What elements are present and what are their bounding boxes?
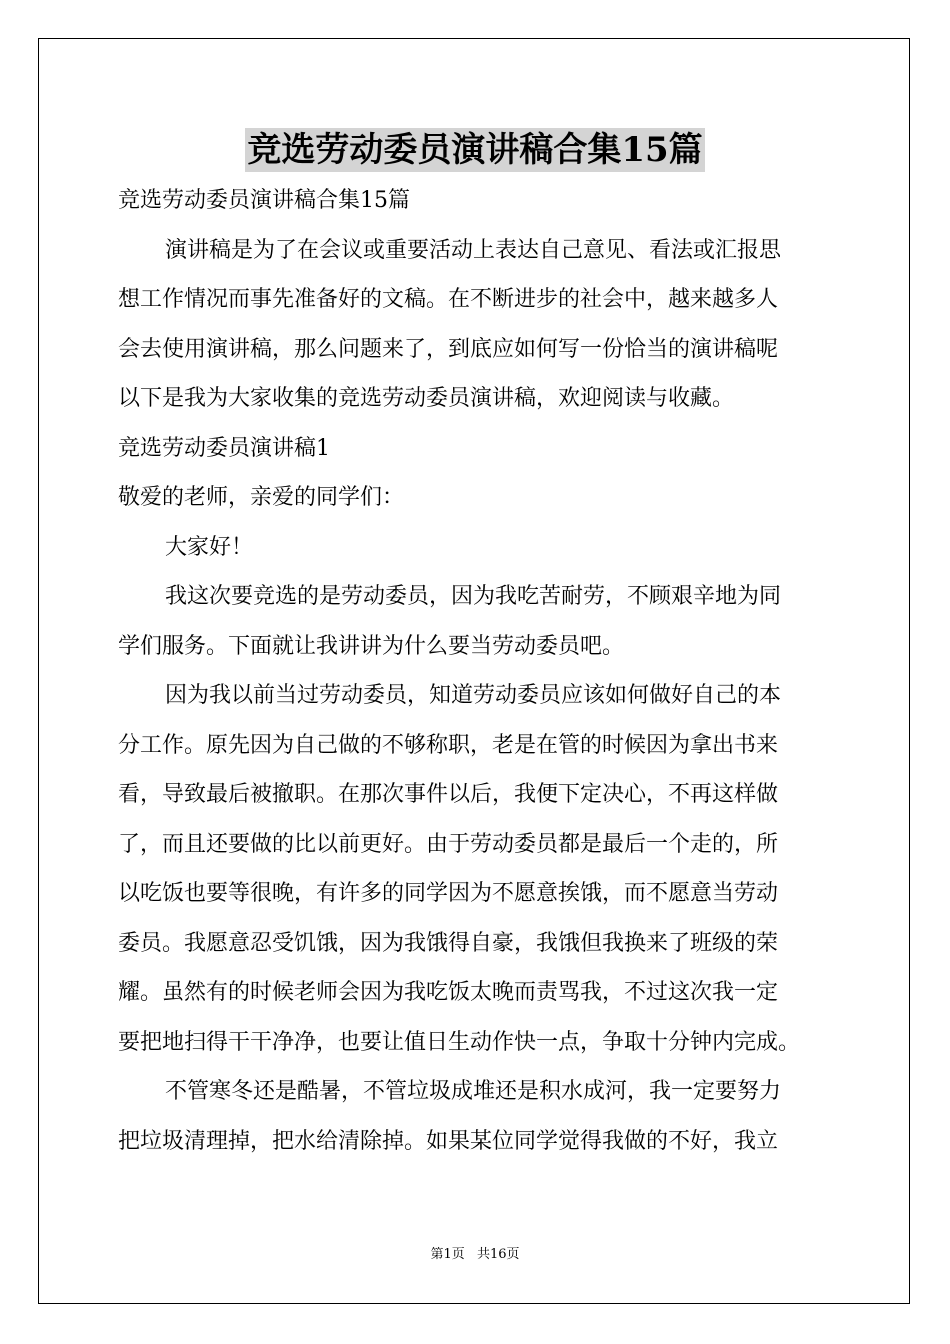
paragraph-line: 看，导致最后被撤职。在那次事件以后，我便下定决心，不再这样做 <box>118 782 779 807</box>
paragraph-line: 把垃圾清理掉，把水给清除掉。如果某位同学觉得我做的不好，我立 <box>118 1128 779 1154</box>
page-number: 第1页 <box>430 1247 465 1262</box>
title-container <box>0 128 950 172</box>
paragraph-line: 了，而且还要做的比以前更好。由于劳动委员都是最后一个走的，所 <box>118 831 779 857</box>
paragraph-line: 以下是我为大家收集的竞选劳动委员演讲稿，欢迎阅读与收藏。 <box>118 386 735 411</box>
paragraph-line: 以吃饭也要等很晚，有许多的同学因为不愿意挨饿，而不愿意当劳动 <box>118 881 779 906</box>
paragraph-line: 委员。我愿意忍受饥饿，因为我饿得自豪，我饿但我换来了班级的荣 <box>118 930 779 956</box>
document-body <box>118 176 838 1166</box>
paragraph-line: 分工作。原先因为自己做的不够称职，老是在管的时候因为拿出书来 <box>118 732 779 758</box>
paragraph-line: 学们服务。下面就让我讲讲为什么要当劳动委员吧。 <box>118 633 625 659</box>
paragraph-line: 演讲稿是为了在会议或重要活动上表达自己意见、看法或汇报思 <box>165 237 782 263</box>
paragraph-line: 要把地扫得干干净净，也要让值日生动作快一点，争取十分钟内完成。 <box>118 1029 801 1055</box>
paragraph-line: 会去使用演讲稿，那么问题来了，到底应如何写一份恰当的演讲稿呢 <box>118 336 779 362</box>
paragraph-line: 我这次要竞选的是劳动委员，因为我吃苦耐劳，不顾艰辛地为同 <box>165 584 782 609</box>
paragraph-line: 耀。虽然有的时候老师会因为我吃饭太晚而责骂我，不过这次我一定 <box>118 980 779 1005</box>
document-title: 竞选劳动委员演讲稿合集15篇 <box>247 130 703 170</box>
paragraph-line: 因为我以前当过劳动委员，知道劳动委员应该如何做好自己的本 <box>165 683 782 708</box>
section-heading: 竞选劳动委员演讲稿1 <box>118 435 330 461</box>
paragraph-line: 不管寒冬还是酷暑，不管垃圾成堆还是积水成河，我一定要努力 <box>165 1079 782 1104</box>
greeting-line: 大家好！ <box>165 534 254 560</box>
page-total: 共16页 <box>476 1247 520 1262</box>
salutation-line: 敬爱的老师，亲爱的同学们： <box>118 485 405 510</box>
paragraph-line: 想工作情况而事先准备好的文稿。在不断进步的社会中，越来越多人 <box>118 287 779 312</box>
page-footer <box>0 1246 950 1264</box>
subtitle-line: 竞选劳动委员演讲稿合集15篇 <box>118 188 410 213</box>
